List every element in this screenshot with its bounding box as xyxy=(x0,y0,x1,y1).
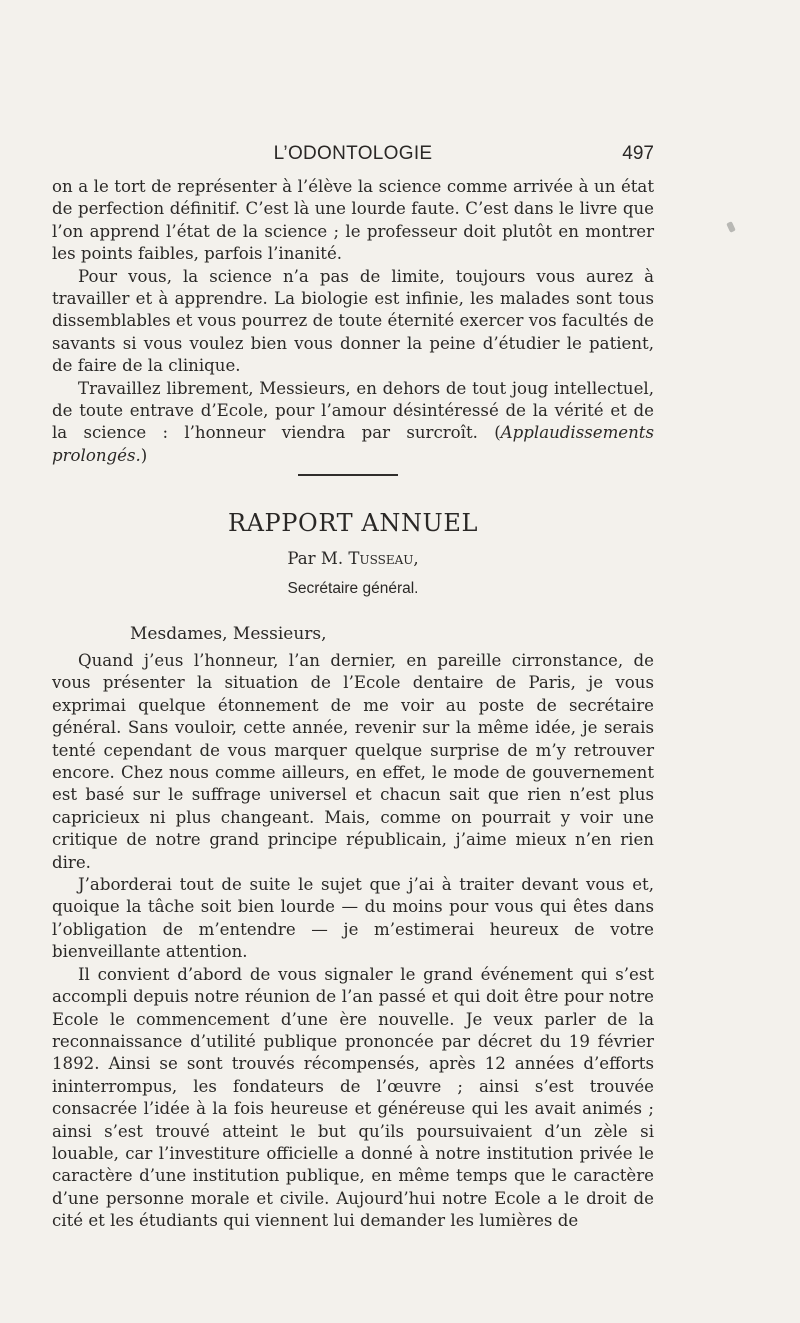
author-name: Tusseau, xyxy=(348,549,419,568)
page-header xyxy=(52,143,654,169)
intro-paragraph-1: on a le tort de représenter à l’élève la science comme arrivée à un état de perfection définitif. C’est là une lourde faute. C’est dans le livre que l’on apprend l’état de la science ; le professeur doit plutôt en montrer les points faibles, parfois l’inanité. xyxy=(52,177,654,264)
author-prefix: Par M. xyxy=(287,549,344,568)
running-title: L’ODONTOLOGIE xyxy=(273,143,433,164)
scan-mark xyxy=(726,221,736,233)
salutation: Mesdames, Messieurs, xyxy=(130,624,327,644)
closing-text: Travaillez librement, Messieurs, en dehors de tout joug intellectuel, de toute entrave d’Ecole, pour l’amour désintéressé de la vérité et de la science : l’honneur viendra par surcroît. ( xyxy=(52,378,654,443)
report-title: RAPPORT ANNUEL xyxy=(227,509,479,537)
section-divider xyxy=(298,474,398,476)
closing-end: ) xyxy=(140,445,148,465)
report-paragraph-3: Il convient d’abord de vous signaler le grand événement qui s’est accompli depuis notre réunion de l’an passé et qui doit être pour notre Ecole le commencement d’une ère nouvelle. Je veux parler de la reconnaissance d’utilité publique prononcée par décret du 19 février 1892. Ainsi se sont trouvés récompensés, après 12 années d’efforts ininterrompus, les fondateurs de l’œuvre ; ainsi s’est trouvée consacrée l’idée à la fois heureuse et généreuse qui les avait animés ; ainsi s’est trouvé atteint le but qu’ils poursuivaient d’un zèle si louable, car l’investiture officielle a donné à notre institution privée le caractère d’une institution publique, en même temps que le caractère d’une personne morale et civile. Aujourd’hui notre Ecole a le droit de cité et les étudiants qui viennent lui demander les lumières de xyxy=(52,964,654,1231)
report-paragraph-1: Quand j’eus l’honneur, l’an dernier, en pareille cirronstance, de vous présenter la situation de l’Ecole dentaire de Paris, je vous exprimai quelque étonnement de me voir au poste de secrétaire général. Sans vouloir, cette année, revenir sur la même idée, je serais tenté cependant de vous marquer quelque surprise de m’y retrouver encore. Chez nous comme ailleurs, en effet, le mode de gouvernement est basé sur le suffrage universel et chacun sait que rien n’est plus capricieux ni plus changeant. Mais, comme on pourrait y voir une critique de notre grand principe républicain, j’aime mieux n’en rien dire. xyxy=(52,651,654,872)
intro-paragraph-3 xyxy=(52,378,654,468)
author-role: Secrétaire général. xyxy=(287,580,419,597)
report-paragraph-2: J’aborderai tout de suite le sujet que j’ai à traiter devant vous et, quoique la tâche soit bien lourde — du moins pour vous qui êtes dans l’obligation de m’entendre — je m’estimerai heureux de votre bienveillante attention. xyxy=(52,875,654,962)
intro-section xyxy=(52,176,654,467)
applause-note: Applaudissements prolongés. xyxy=(52,423,654,465)
intro-paragraph-2: Pour vous, la science n’a pas de limite, toujours vous aurez à travailler et à apprendre. La biologie est infinie, les malades sont tous dissemblables et vous pourrez de toute éternité exercer vos facultés de savants si vous voulez bien vous donner la peine d’étudier le patient, de faire de la clinique. xyxy=(52,266,654,376)
report-body xyxy=(52,650,654,1233)
report-author xyxy=(52,549,654,568)
page-number: 497 xyxy=(622,143,654,164)
